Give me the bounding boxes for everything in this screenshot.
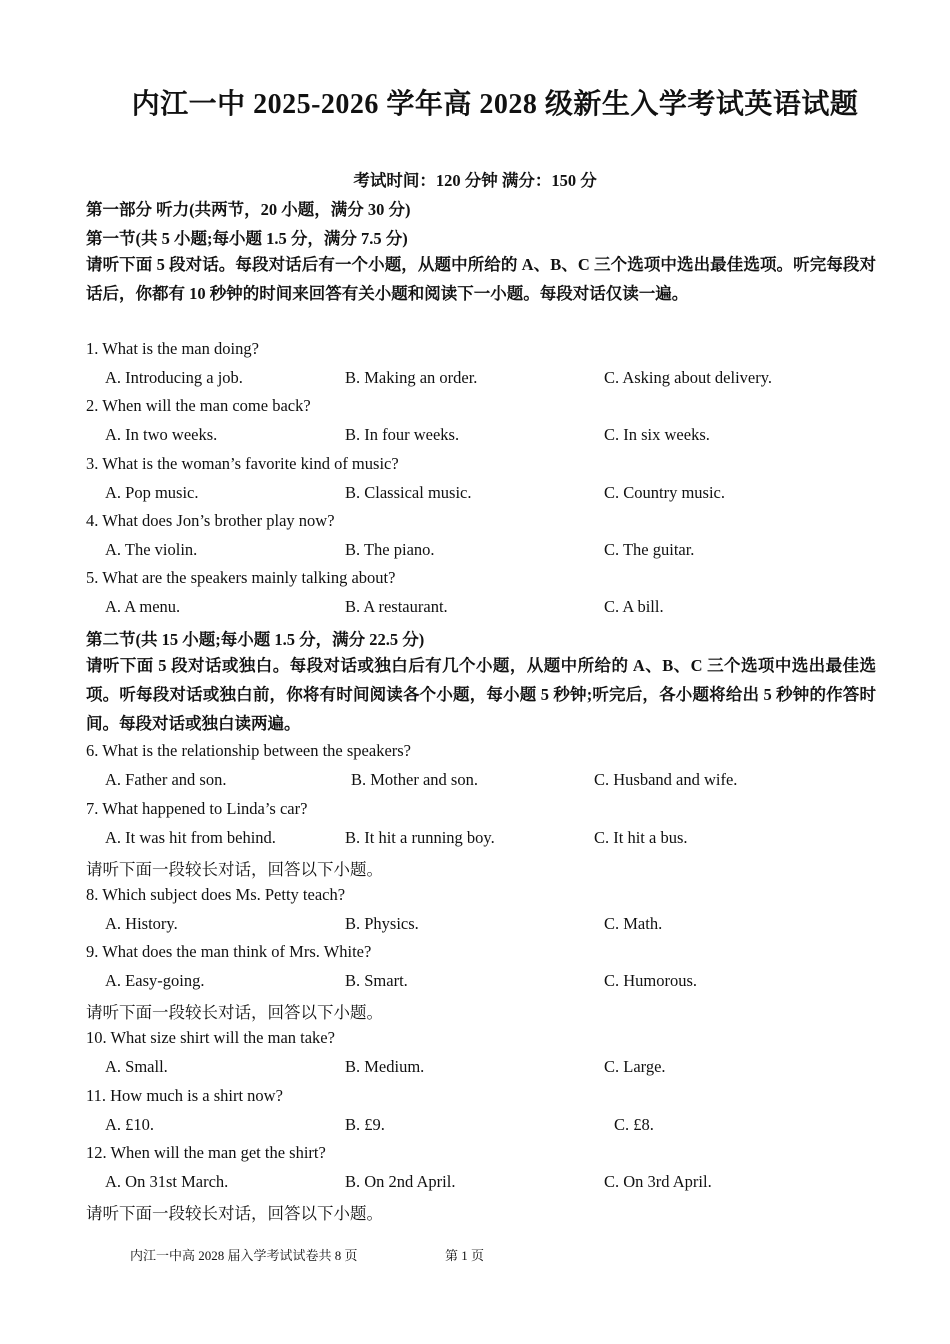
- options-6: [105, 770, 905, 794]
- options-2: [105, 425, 905, 449]
- options-1: [105, 368, 905, 392]
- option-c: C. Husband and wife.: [594, 770, 738, 789]
- exam-info: 考试时间：120 分钟 满分：150 分: [353, 171, 597, 190]
- option-c: C. £8.: [614, 1115, 654, 1134]
- option-a: A. History.: [105, 914, 178, 933]
- section1-instruction: 请听下面 5 段对话。每段对话后有一个小题，从题中所给的 A、B、C 三个选项中选出最佳选项。听完每段对话后，你都有 10 秒钟的时间来回答有关小题和阅读下一小题。每段对话仅读一遍。: [86, 255, 876, 303]
- section2-heading: 第二节(共 15 小题;每小题 1.5 分，满分 22.5 分): [86, 630, 425, 649]
- option-b: B. In four weeks.: [345, 425, 460, 444]
- option-c: C. In six weeks.: [604, 425, 710, 444]
- question-12: 12. When will the man get the shirt?: [86, 1143, 326, 1162]
- part1-heading: 第一部分 听力(共两节，20 小题，满分 30 分): [86, 200, 411, 219]
- question-6: 6. What is the relationship between the speakers?: [86, 741, 412, 760]
- options-9: [105, 971, 905, 995]
- question-4: 4. What does Jon’s brother play now?: [86, 511, 335, 530]
- long-dialogue-note: 请听下面一段较长对话，回答以下小题。: [86, 860, 383, 879]
- options-4: [105, 540, 905, 564]
- question-5: 5. What are the speakers mainly talking about?: [86, 568, 396, 587]
- option-c: C. Humorous.: [604, 971, 698, 990]
- question-11: 11. How much is a shirt now?: [86, 1086, 283, 1105]
- option-c: C. Asking about delivery.: [604, 368, 773, 387]
- option-c: C. The guitar.: [604, 540, 695, 559]
- option-a: A. On 31st March.: [105, 1172, 229, 1191]
- options-12: [105, 1172, 905, 1196]
- question-2: 2. When will the man come back?: [86, 396, 311, 415]
- options-5: [105, 597, 905, 621]
- option-b: B. Medium.: [345, 1057, 425, 1076]
- option-a: A. A menu.: [105, 597, 181, 616]
- option-c: C. Large.: [604, 1057, 666, 1076]
- question-8: 8. Which subject does Ms. Petty teach?: [86, 885, 346, 904]
- option-c: C. Math.: [604, 914, 663, 933]
- page-title: 内江一中 2025-2026 学年高 2028 级新生入学考试英语试题: [131, 89, 859, 120]
- option-b: B. Smart.: [345, 971, 408, 990]
- option-a: A. It was hit from behind.: [105, 828, 276, 847]
- options-3: [105, 483, 905, 507]
- option-b: B. Physics.: [345, 914, 419, 933]
- question-7: 7. What happened to Linda’s car?: [86, 799, 308, 818]
- page-number: 第 1 页: [445, 1248, 485, 1263]
- options-7: [105, 828, 905, 852]
- question-3: 3. What is the woman’s favorite kind of music?: [86, 454, 399, 473]
- option-c: C. It hit a bus.: [594, 828, 688, 847]
- question-9: 9. What does the man think of Mrs. White?: [86, 942, 372, 961]
- option-b: B. The piano.: [345, 540, 435, 559]
- option-a: A. Father and son.: [105, 770, 227, 789]
- option-b: B. It hit a running boy.: [345, 828, 495, 847]
- option-a: A. Easy-going.: [105, 971, 205, 990]
- option-b: B. £9.: [345, 1115, 385, 1134]
- option-b: B. On 2nd April.: [345, 1172, 456, 1191]
- option-b: B. Mother and son.: [351, 770, 478, 789]
- option-c: C. Country music.: [604, 483, 726, 502]
- section1-heading: 第一节(共 5 小题;每小题 1.5 分，满分 7.5 分): [86, 229, 408, 248]
- options-11: [105, 1115, 905, 1139]
- option-c: C. On 3rd April.: [604, 1172, 712, 1191]
- option-b: B. A restaurant.: [345, 597, 448, 616]
- options-10: [105, 1057, 905, 1081]
- option-a: A. Introducing a job.: [105, 368, 243, 387]
- option-b: B. Making an order.: [345, 368, 478, 387]
- options-8: [105, 914, 905, 938]
- option-a: A. In two weeks.: [105, 425, 218, 444]
- option-b: B. Classical music.: [345, 483, 472, 502]
- long-dialogue-note: 请听下面一段较长对话，回答以下小题。: [86, 1003, 383, 1022]
- option-a: A. The violin.: [105, 540, 198, 559]
- question-10: 10. What size shirt will the man take?: [86, 1028, 335, 1047]
- option-a: A. £10.: [105, 1115, 155, 1134]
- option-a: A. Small.: [105, 1057, 168, 1076]
- long-dialogue-note: 请听下面一段较长对话，回答以下小题。: [86, 1204, 383, 1223]
- option-c: C. A bill.: [604, 597, 664, 616]
- footer-text: 内江一中高 2028 届入学考试试卷共 8 页: [130, 1248, 358, 1263]
- option-a: A. Pop music.: [105, 483, 199, 502]
- section2-instruction: 请听下面 5 段对话或独白。每段对话或独白后有几个小题，从题中所给的 A、B、C 三个选项中选出最佳选项。听每段对话或独白前，你将有时间阅读各个小题，每小题 5 秒钟;听完后，各小题将给出 5 秒钟的作答时间。每段对话或独白读两遍。: [86, 656, 876, 733]
- question-1: 1. What is the man doing?: [86, 339, 259, 358]
